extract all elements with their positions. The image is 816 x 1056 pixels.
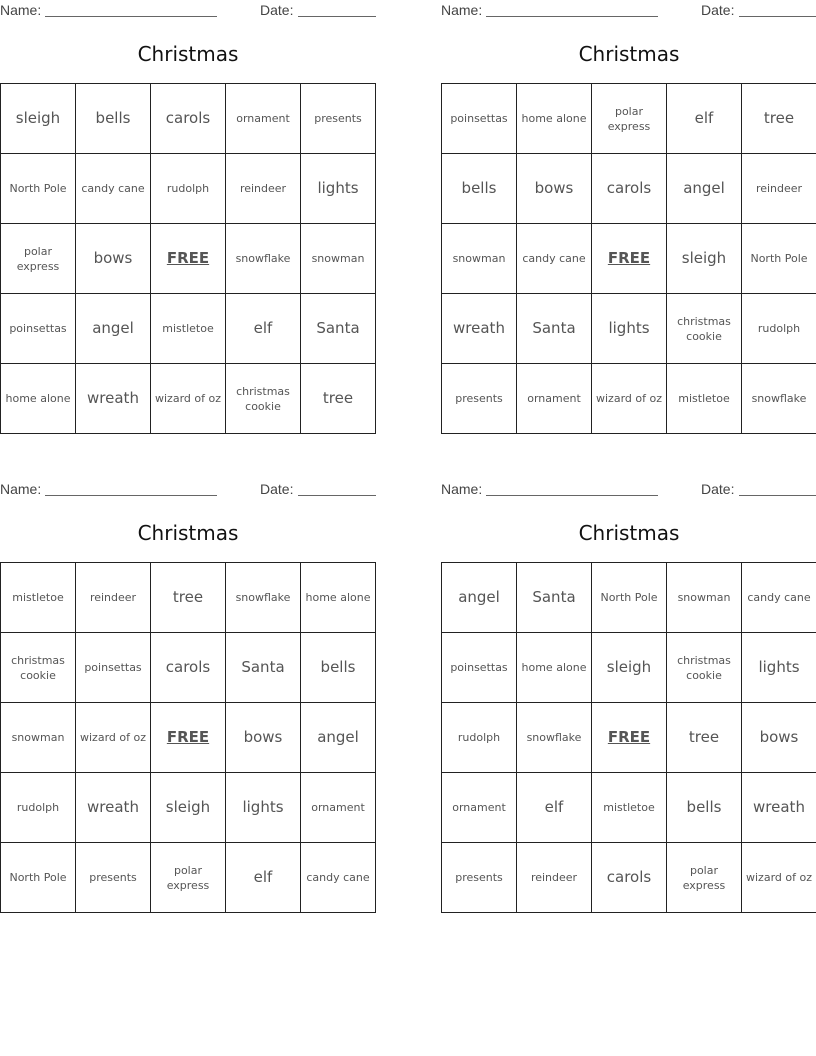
bingo-cell: lights bbox=[592, 294, 667, 364]
bingo-grid bbox=[0, 83, 376, 434]
bingo-cell: angel bbox=[667, 154, 742, 224]
bingo-cell: bells bbox=[76, 84, 151, 154]
bingo-cell: tree bbox=[742, 84, 816, 154]
bingo-cell: tree bbox=[667, 703, 742, 773]
bingo-cell: poinsettas bbox=[76, 633, 151, 703]
bingo-cell: polar express bbox=[151, 843, 226, 913]
free-space-cell: FREE bbox=[151, 703, 226, 773]
name-field-line[interactable] bbox=[486, 16, 658, 17]
bingo-cell: ornament bbox=[442, 773, 517, 843]
bingo-cell: candy cane bbox=[76, 154, 151, 224]
bingo-grid bbox=[441, 562, 816, 913]
bingo-cell: candy cane bbox=[742, 563, 816, 633]
bingo-cell: rudolph bbox=[151, 154, 226, 224]
bingo-cell: Santa bbox=[301, 294, 376, 364]
bingo-cell: lights bbox=[301, 154, 376, 224]
name-field-line[interactable] bbox=[45, 495, 217, 496]
bingo-cell: carols bbox=[151, 633, 226, 703]
bingo-cell: sleigh bbox=[667, 224, 742, 294]
name-field-line[interactable] bbox=[45, 16, 217, 17]
bingo-card bbox=[0, 0, 376, 434]
date-field-line[interactable] bbox=[298, 16, 376, 17]
bingo-cell: polar express bbox=[1, 224, 76, 294]
free-space-cell: FREE bbox=[151, 224, 226, 294]
bingo-cell: wizard of oz bbox=[76, 703, 151, 773]
bingo-cell: angel bbox=[301, 703, 376, 773]
bingo-cell: snowflake bbox=[226, 563, 301, 633]
bingo-cell: snowflake bbox=[742, 364, 816, 434]
bingo-cell: Santa bbox=[517, 563, 592, 633]
bingo-cell: poinsettas bbox=[442, 84, 517, 154]
bingo-cell: tree bbox=[301, 364, 376, 434]
bingo-grid bbox=[441, 83, 816, 434]
bingo-cell: christmas cookie bbox=[667, 294, 742, 364]
bingo-cell: wizard of oz bbox=[592, 364, 667, 434]
bingo-cell: carols bbox=[151, 84, 226, 154]
bingo-cell: North Pole bbox=[1, 154, 76, 224]
bingo-cell: presents bbox=[442, 843, 517, 913]
bingo-cell: bows bbox=[226, 703, 301, 773]
bingo-cell: angel bbox=[76, 294, 151, 364]
bingo-cell: bows bbox=[517, 154, 592, 224]
bingo-cell: North Pole bbox=[1, 843, 76, 913]
date-field-line[interactable] bbox=[739, 495, 816, 496]
bingo-cell: candy cane bbox=[517, 224, 592, 294]
bingo-cell: candy cane bbox=[301, 843, 376, 913]
bingo-cell: reindeer bbox=[226, 154, 301, 224]
card-header bbox=[441, 0, 816, 22]
date-label: Date: bbox=[701, 481, 735, 497]
bingo-cell: carols bbox=[592, 843, 667, 913]
bingo-cell: angel bbox=[442, 563, 517, 633]
bingo-cell: poinsettas bbox=[1, 294, 76, 364]
date-label: Date: bbox=[260, 2, 294, 18]
bingo-cell: polar express bbox=[667, 843, 742, 913]
bingo-cell: snowman bbox=[1, 703, 76, 773]
bingo-cell: snowflake bbox=[517, 703, 592, 773]
bingo-cell: mistletoe bbox=[667, 364, 742, 434]
bingo-cell: elf bbox=[226, 294, 301, 364]
bingo-cell: rudolph bbox=[1, 773, 76, 843]
bingo-cell: polar express bbox=[592, 84, 667, 154]
bingo-cell: bells bbox=[667, 773, 742, 843]
bingo-cell: reindeer bbox=[76, 563, 151, 633]
name-field-line[interactable] bbox=[486, 495, 658, 496]
free-space-cell: FREE bbox=[592, 224, 667, 294]
bingo-cell: home alone bbox=[301, 563, 376, 633]
bingo-cell: Santa bbox=[517, 294, 592, 364]
bingo-cell: sleigh bbox=[592, 633, 667, 703]
bingo-cell: wreath bbox=[76, 364, 151, 434]
bingo-cell: sleigh bbox=[1, 84, 76, 154]
bingo-cell: poinsettas bbox=[442, 633, 517, 703]
card-title: Christmas bbox=[137, 521, 239, 545]
bingo-cell: carols bbox=[592, 154, 667, 224]
bingo-cell: presents bbox=[301, 84, 376, 154]
date-field-line[interactable] bbox=[298, 495, 376, 496]
bingo-cell: wizard of oz bbox=[151, 364, 226, 434]
bingo-cell: elf bbox=[226, 843, 301, 913]
bingo-cell: wreath bbox=[442, 294, 517, 364]
bingo-cell: wreath bbox=[76, 773, 151, 843]
bingo-cell: bells bbox=[442, 154, 517, 224]
bingo-cell: elf bbox=[667, 84, 742, 154]
card-title: Christmas bbox=[578, 42, 680, 66]
free-space-cell: FREE bbox=[592, 703, 667, 773]
card-title: Christmas bbox=[137, 42, 239, 66]
bingo-cell: lights bbox=[226, 773, 301, 843]
bingo-cell: rudolph bbox=[442, 703, 517, 773]
bingo-cell: mistletoe bbox=[592, 773, 667, 843]
name-label: Name: bbox=[441, 2, 483, 18]
bingo-cell: snowman bbox=[667, 563, 742, 633]
bingo-cell: elf bbox=[517, 773, 592, 843]
name-label: Name: bbox=[0, 481, 42, 497]
bingo-cell: ornament bbox=[226, 84, 301, 154]
bingo-cell: rudolph bbox=[742, 294, 816, 364]
bingo-card bbox=[0, 479, 376, 913]
bingo-cell: bows bbox=[76, 224, 151, 294]
card-header bbox=[0, 0, 376, 22]
bingo-cell: reindeer bbox=[742, 154, 816, 224]
bingo-cell: North Pole bbox=[742, 224, 816, 294]
card-title: Christmas bbox=[578, 521, 680, 545]
bingo-cell: bells bbox=[301, 633, 376, 703]
bingo-card bbox=[441, 0, 816, 434]
bingo-cell: lights bbox=[742, 633, 816, 703]
bingo-cell: ornament bbox=[517, 364, 592, 434]
bingo-cell: mistletoe bbox=[151, 294, 226, 364]
bingo-cell: sleigh bbox=[151, 773, 226, 843]
bingo-cell: Santa bbox=[226, 633, 301, 703]
bingo-cell: home alone bbox=[517, 633, 592, 703]
bingo-cell: North Pole bbox=[592, 563, 667, 633]
bingo-cell: reindeer bbox=[517, 843, 592, 913]
bingo-cell: snowman bbox=[442, 224, 517, 294]
bingo-cell: wreath bbox=[742, 773, 816, 843]
bingo-cell: tree bbox=[151, 563, 226, 633]
bingo-cell: mistletoe bbox=[1, 563, 76, 633]
card-header bbox=[441, 479, 816, 501]
bingo-cell: presents bbox=[442, 364, 517, 434]
bingo-cell: ornament bbox=[301, 773, 376, 843]
bingo-cell: home alone bbox=[517, 84, 592, 154]
date-label: Date: bbox=[701, 2, 735, 18]
bingo-cell: snowflake bbox=[226, 224, 301, 294]
bingo-cell: presents bbox=[76, 843, 151, 913]
bingo-grid bbox=[0, 562, 376, 913]
card-header bbox=[0, 479, 376, 501]
bingo-cell: christmas cookie bbox=[226, 364, 301, 434]
date-label: Date: bbox=[260, 481, 294, 497]
bingo-cell: home alone bbox=[1, 364, 76, 434]
bingo-cell: christmas cookie bbox=[1, 633, 76, 703]
name-label: Name: bbox=[0, 2, 42, 18]
name-label: Name: bbox=[441, 481, 483, 497]
bingo-cell: bows bbox=[742, 703, 816, 773]
bingo-cell: wizard of oz bbox=[742, 843, 816, 913]
date-field-line[interactable] bbox=[739, 16, 816, 17]
bingo-cell: snowman bbox=[301, 224, 376, 294]
bingo-card bbox=[441, 479, 816, 913]
bingo-cell: christmas cookie bbox=[667, 633, 742, 703]
